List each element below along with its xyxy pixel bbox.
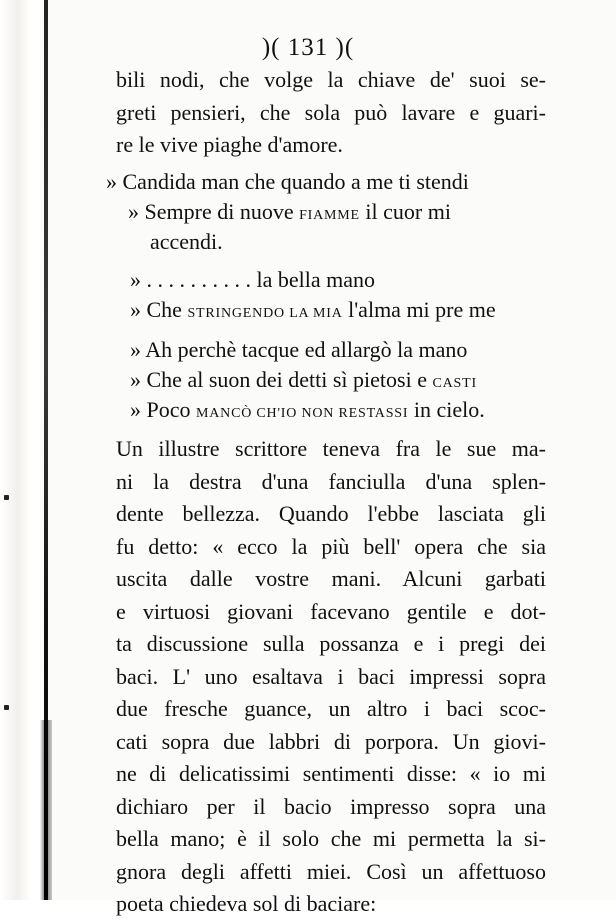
binding-smudge xyxy=(40,720,52,900)
verse-line: accendi. xyxy=(150,229,223,254)
text-line: poeta chiedeva sol di baciare: xyxy=(116,891,377,916)
binding-gutter xyxy=(0,0,40,900)
text-line: re le vive piaghe d'amore. xyxy=(116,132,343,157)
paragraph-2 xyxy=(116,433,546,921)
text-line: uscita dalle vostre mani. Alcuni garbati xyxy=(116,566,546,591)
page-number: )( 131 )( xyxy=(261,34,355,61)
text-line: dichiaro per il bacio impresso sopra una xyxy=(116,793,546,819)
verse-text: il cuor mi xyxy=(359,199,451,224)
verse-line: » . . . . . . . . . . la bella mano xyxy=(130,267,376,292)
text-line: bili nodi, che volge la chiave de' suoi se- xyxy=(116,67,546,92)
verse-text: » Poco xyxy=(130,397,196,422)
verse-line xyxy=(130,394,485,430)
small-caps-text: CASTI xyxy=(432,376,477,391)
small-caps-text: MANCÒ CH'IO NON RESTASSI xyxy=(196,406,409,421)
text-line: e virtuosi giovani facevano gentile e dot- xyxy=(116,598,546,624)
text-line: ta discussione sulla possanza e i pregi dei xyxy=(116,631,546,656)
verse-line: » Candida man che quando a me ti stendi xyxy=(106,169,469,194)
text-line: gnora degli affetti miei. Così un affettuoso xyxy=(116,858,546,884)
text-line: dente bellezza. Quando l'ebbe lasciata gli xyxy=(116,501,546,526)
text-line: fu detto: « ecco la più bell' opera che sia xyxy=(116,533,546,559)
text-line: ne di delicatissimi sentimenti disse: « io mi xyxy=(116,761,546,786)
verse-text: » Sempre di nuove xyxy=(128,199,300,224)
edge-mark xyxy=(4,705,9,710)
verse-line xyxy=(130,294,496,330)
paragraph-1 xyxy=(116,64,546,162)
text-line: baci. L' uno esaltava i baci impressi sopra xyxy=(116,663,546,689)
text-line: greti pensieri, che sola può lavare e guari- xyxy=(116,99,546,125)
verse-text: » Che xyxy=(130,297,188,322)
text-line: Un illustre scrittore teneva fra le sue ma- xyxy=(116,436,546,461)
small-caps-text: STRINGENDO LA MIA xyxy=(187,306,343,321)
text-line: bella mano; è il solo che mi permetta la si- xyxy=(116,826,546,851)
small-caps-text: FIAMME xyxy=(299,208,360,223)
verse-line: » Ah perchè tacque ed allargò la mano xyxy=(130,337,468,362)
verse-text: in cielo. xyxy=(408,397,485,422)
verse-text: » Che al suon dei detti sì pietosi e xyxy=(130,367,433,392)
text-line: due fresche guance, un altro i baci scoc- xyxy=(116,696,546,721)
text-line: cati sopra due labbri di porpora. Un giovi- xyxy=(116,728,546,754)
text-line: ni la destra d'una fanciulla d'una splen- xyxy=(116,468,546,494)
edge-mark xyxy=(4,495,9,500)
verse-text: l'alma mi pre me xyxy=(342,297,496,322)
